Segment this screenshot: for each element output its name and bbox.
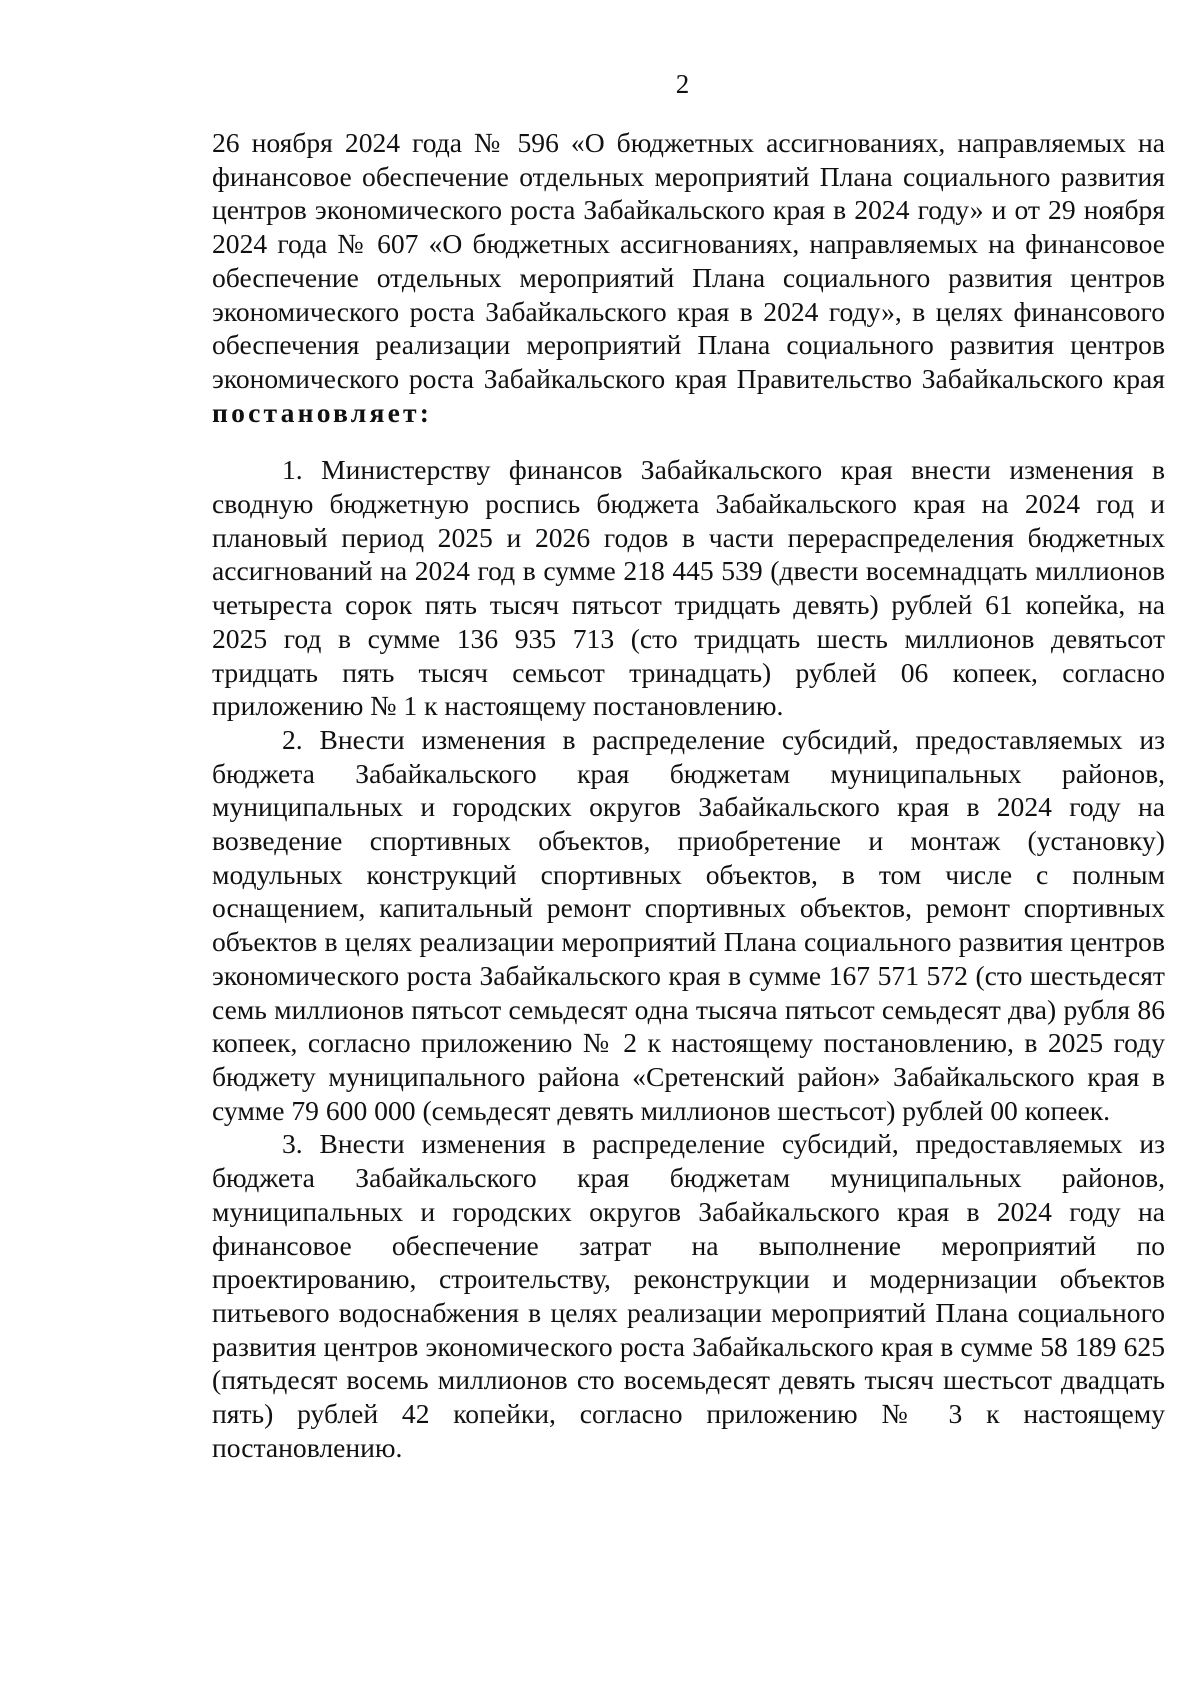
clause-2: 2. Внести изменения в распределение субсидий, предоставляемых из бюджета Забайкальского края бюджетам муниципальных районов, муниципальных и городских округов Забайкальского края в 2024 году на возведение спортивных объектов, приобретение и монтаж (установку) модульных конструкций спортивных объектов, в том числе с полным оснащением, капитальный ремонт спортивных объектов, ремонт спортивных объектов в целях реализации мероприятий Плана социального развития центров экономического роста Забайкальского края в сумме 167 571 572 (сто шестьдесят семь миллионов пятьсот семьдесят одна тысяча пятьсот семьдесят два) рубля 86 копеек, согласно приложению № 2 к настоящему постановлению, в 2025 году бюджету муниципального района «Сретенский район» Забайкальского края в сумме 79 600 000 (семьдесят девять миллионов шестьсот) рублей 00 копеек.	[212, 723, 1165, 1126]
paragraph-gap	[212, 429, 1165, 453]
intro-paragraph	[212, 126, 1165, 429]
clause-3: 3. Внести изменения в распределение субсидий, предоставляемых из бюджета Забайкальского края бюджетам муниципальных районов, муниципальных и городских округов Забайкальского края в 2024 году на финансовое обеспечение затрат на выполнение мероприятий по проектированию, строительству, реконструкции и модернизации объектов питьевого водоснабжения в целях реализации мероприятий Плана социального развития центров экономического роста Забайкальского края в сумме 58 189 625 (пятьдесят восемь миллионов сто восемьдесят девять тысяч шестьсот двадцать пять) рублей 42 копейки, согласно приложению № 3 к настоящему постановлению.	[212, 1128, 1165, 1463]
page-number: 2	[675, 69, 690, 99]
intro-text: 26 ноября 2024 года № 596 «О бюджетных ассигнованиях, направляемых на финансовое обеспечение отдельных мероприятий Плана социального развития центров экономического роста Забайкальского края в 2024 году» и от 29 ноября 2024 года № 607 «О бюджетных ассигнованиях, направляемых на финансовое обеспечение отдельных мероприятий Плана социального развития центров экономического роста Забайкальского края в 2024 году», в целях финансового обеспечения реализации мероприятий Плана социального развития центров экономического роста Забайкальского края Правительство Забайкальского края	[212, 127, 1165, 394]
clause-1: 1. Министерству финансов Забайкальского края внести изменения в сводную бюджетную роспись бюджета Забайкальского края на 2024 год и плановый период 2025 и 2026 годов в части перераспределения бюджетных ассигнований на 2024 год в сумме 218 445 539 (двести восемнадцать миллионов четыреста сорок пять тысяч пятьсот тридцать девять) рублей 61 копейка, на 2025 год в сумме 136 935 713 (сто тридцать шесть миллионов девятьсот тридцать пять тысяч семьсот тринадцать) рублей 06 копеек, согласно приложению № 1 к настоящему постановлению.	[212, 454, 1165, 722]
document-body	[212, 126, 1165, 1464]
resolution-keyword: постановляет:	[212, 396, 433, 428]
